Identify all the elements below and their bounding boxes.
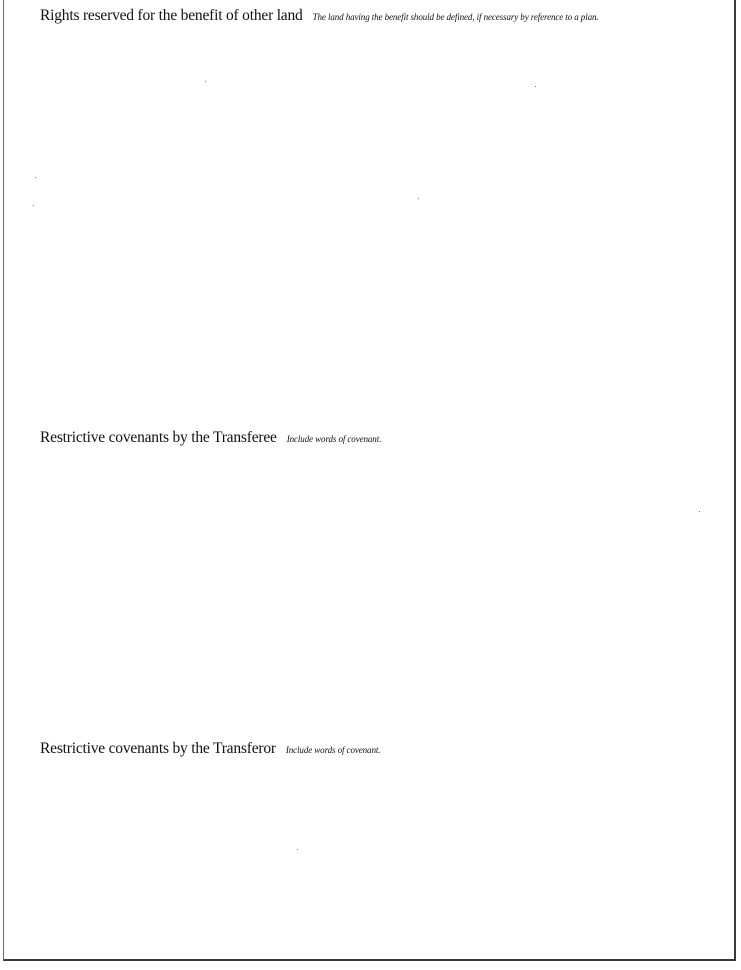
section-rights-reserved-heading <box>40 8 599 24</box>
section-instruction-note: Include words of covenant. <box>285 745 381 755</box>
scan-speck <box>699 511 700 512</box>
section-title: Restrictive covenants by the Transferee <box>40 429 277 446</box>
section-transferee-covenants-heading <box>40 430 381 446</box>
scan-speck <box>418 198 419 199</box>
section-transferor-covenants-heading <box>40 741 380 757</box>
section-title: Rights reserved for the benefit of other land <box>40 7 303 24</box>
scan-speck <box>205 81 206 82</box>
section-title: Restrictive covenants by the Transferor <box>40 740 276 757</box>
scan-speck <box>35 177 36 178</box>
section-instruction-note: The land having the benefit should be defined, if necessary by reference to a plan. <box>312 12 599 22</box>
scan-speck <box>33 205 34 206</box>
form-page-frame <box>3 0 736 961</box>
section-instruction-note: Include words of covenant. <box>286 434 382 444</box>
scan-speck <box>297 849 298 850</box>
scan-speck <box>535 86 536 87</box>
